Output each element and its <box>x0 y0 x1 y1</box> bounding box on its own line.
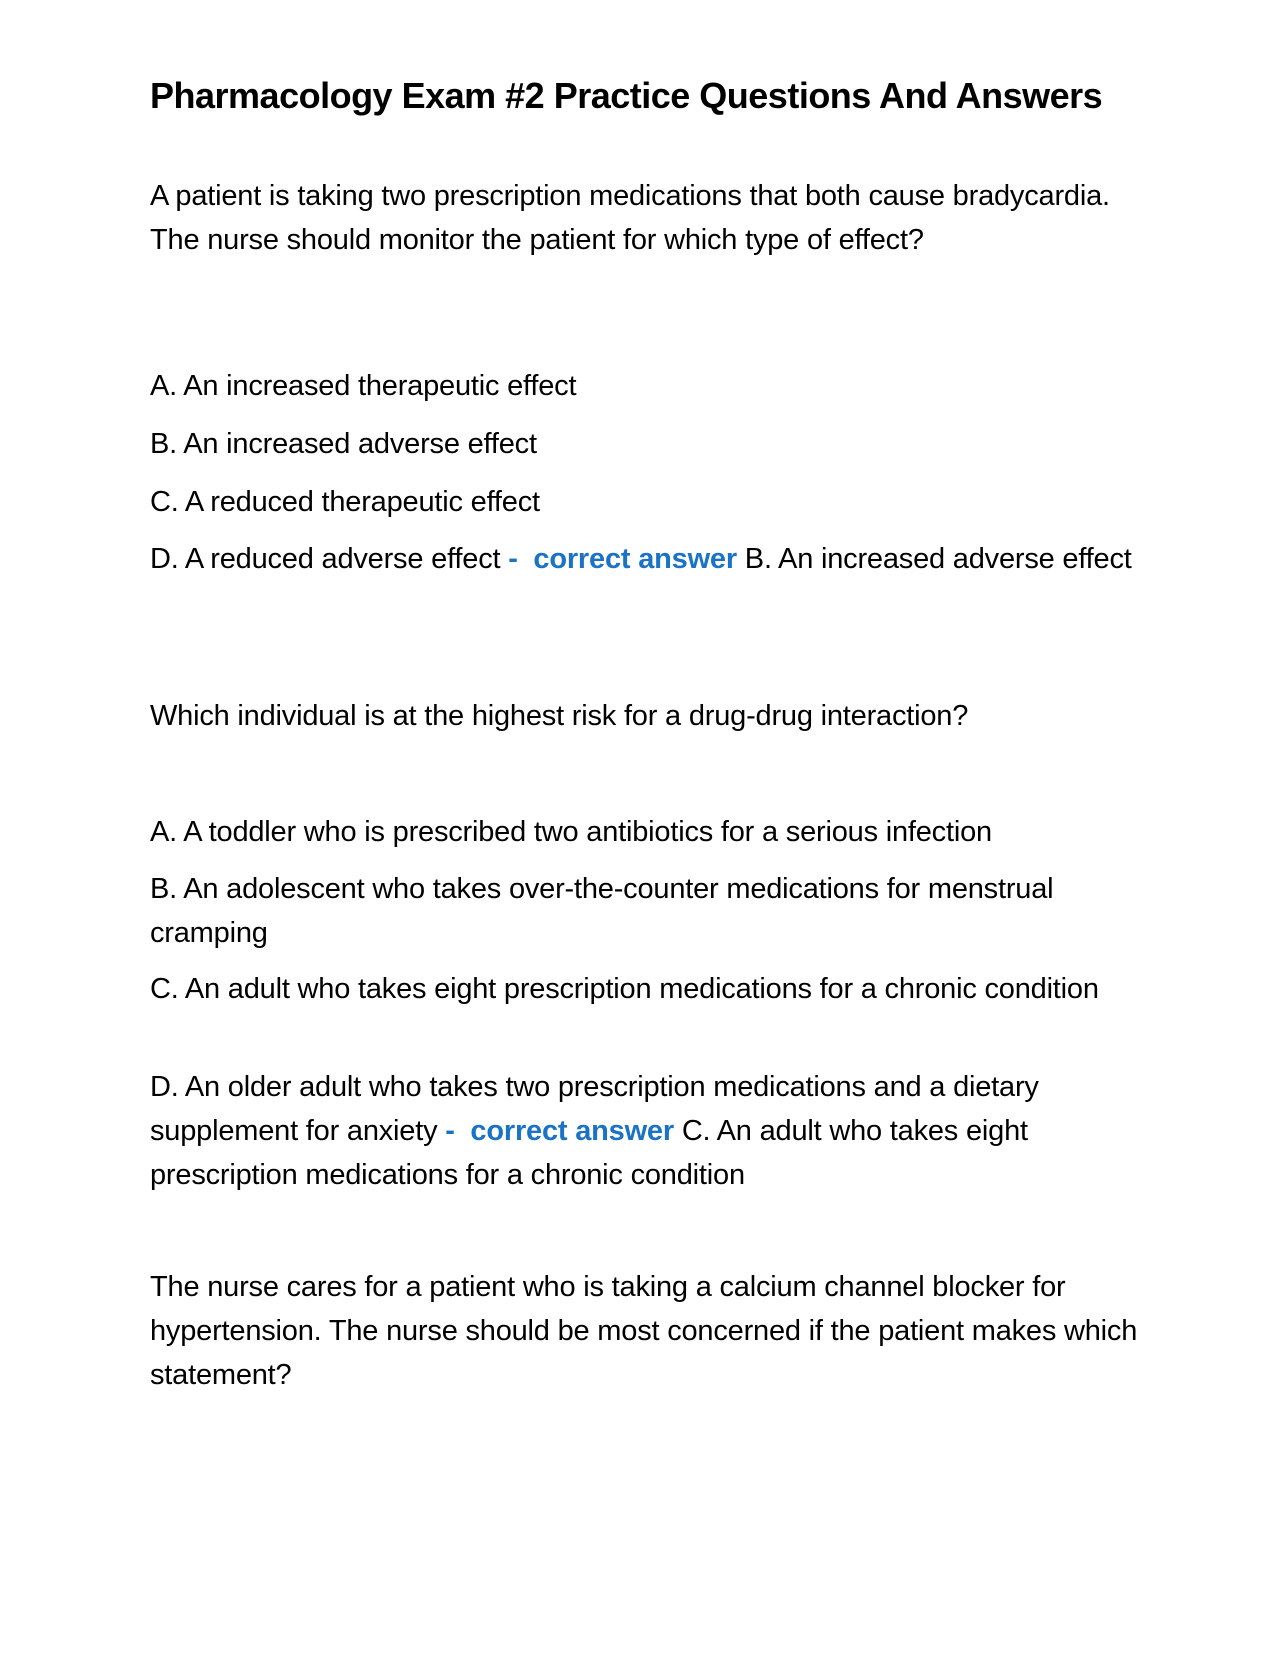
question-1-option-d: D. A reduced adverse effect <box>150 543 501 575</box>
question-2-option-a: A. A toddler who is prescribed two antibiotics for a serious infection <box>150 816 992 848</box>
question-1-option-b: B. An increased adverse effect <box>150 428 537 460</box>
correct-answer-label: correct answer <box>533 543 737 575</box>
question-2-option-b: B. An adolescent who takes over-the-counter medications for menstrual cramping <box>150 873 1054 949</box>
question-2-answer: C. An adult who takes eight prescription medications for a chronic condition <box>150 1115 1028 1191</box>
question-2-option-d: D. An older adult who takes two prescription medications and a dietary supplement for anxiety <box>150 1071 1039 1147</box>
question-1-option-a: A. An increased therapeutic effect <box>150 370 577 402</box>
question-2-stem: Which individual is at the highest risk for a drug-drug interaction? <box>150 700 969 732</box>
question-2-option-c: C. An adult who takes eight prescription medications for a chronic condition <box>150 973 1099 1005</box>
question-2-option-d-with-answer <box>150 1065 1140 1197</box>
question-1-stem: A patient is taking two prescription medications that both cause bradycardia. The nurse should monitor the patient for which type of effect? <box>150 180 1110 256</box>
question-1-option-c: C. A reduced therapeutic effect <box>150 486 540 518</box>
answer-separator: - <box>445 1115 455 1147</box>
correct-answer-label: correct answer <box>470 1115 674 1147</box>
answer-separator: - <box>508 543 518 575</box>
question-1-option-d-with-answer <box>150 537 1140 581</box>
question-3-stem: The nurse cares for a patient who is taking a calcium channel blocker for hypertension. The nurse should be most concerned if the patient makes which statement? <box>150 1271 1138 1391</box>
question-1-answer: B. An increased adverse effect <box>744 543 1132 575</box>
page-title: Pharmacology Exam #2 Practice Questions And Answers <box>150 75 1103 116</box>
